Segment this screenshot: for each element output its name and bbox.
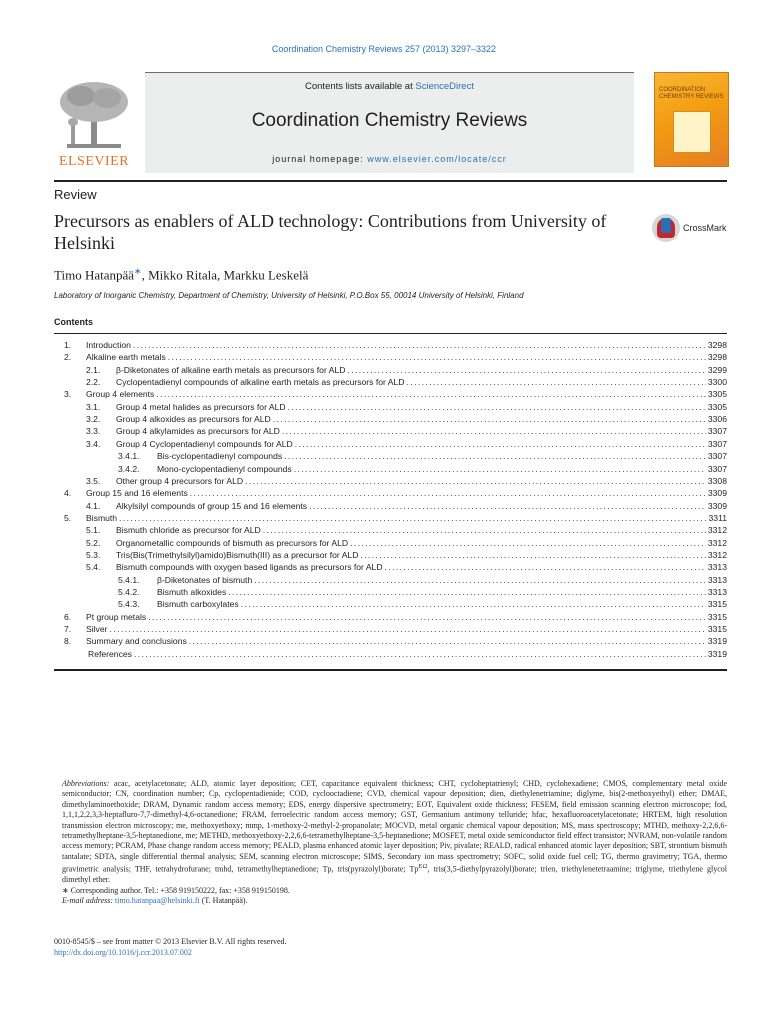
corresponding-author-note: ∗ Corresponding author. Tel.: +358 919150222, fax: +358 919150198. — [62, 885, 290, 895]
toc-entry-page: 3298 — [707, 352, 727, 363]
toc-entry[interactable] — [54, 389, 727, 401]
toc-entry-number: 3.3. — [86, 426, 101, 437]
toc-entry-title: Pt group metals — [86, 611, 147, 622]
toc-entry[interactable] — [54, 513, 727, 525]
toc-entry-title: Bis-cyclopentadienyl compounds — [157, 451, 283, 462]
toc-leader-dots — [228, 587, 706, 597]
toc-entry-title: Group 4 metal halides as precursors for ALD — [116, 401, 286, 412]
toc-entry[interactable] — [54, 488, 727, 500]
toc-entry-page: 3312 — [707, 537, 727, 548]
toc-entry-number: 5.1. — [86, 525, 101, 536]
toc-leader-dots — [189, 636, 706, 646]
homepage-prefix: journal homepage: — [272, 154, 368, 164]
toc-leader-dots — [190, 488, 706, 498]
crossmark-label: CrossMark — [683, 223, 727, 233]
footnotes — [54, 779, 727, 907]
toc-entry-page: 3319 — [707, 636, 727, 647]
toc-leader-dots — [347, 365, 705, 375]
toc-entry-page: 3305 — [707, 389, 727, 400]
elsevier-tree-icon — [57, 80, 131, 150]
toc-entry-number: 7. — [64, 624, 72, 635]
toc-entry[interactable] — [54, 562, 727, 574]
toc-entry-page: 3315 — [707, 624, 727, 635]
toc-entry-title: References — [88, 648, 132, 659]
abbreviations-label: Abbreviations: — [62, 779, 110, 788]
toc-entry-page: 3306 — [707, 414, 727, 425]
toc-entry-title: Silver — [86, 624, 108, 635]
toc-entry-number: 3.2. — [86, 414, 101, 425]
toc-entry-number: 4. — [64, 488, 72, 499]
toc-entry[interactable] — [54, 476, 727, 488]
abbreviations-text: acac, acetylacetonate; ALD, atomic layer deposition; CET, capacitance equivalent thickness; CHT, cycloheptatrienyl; CHD, cyclohexadiene; CMOS, complementary metal oxide semiconductor; CN, coordination number; Cp, cyclopentadienide; COD, cyclooctadiene; CVD, chemical vapour deposition; dien, diethylenetriamine; diglyme, bis(2-methoxyethyl) ether; DMAE, dimethylaminoethoxide; DRAM, Dynamic random access memory; EDS, energy dispersive spectrometry; EOT, Equivalent oxide thickness; FESEM, field emission scanning electron microscope; fod, 1,1,1,2,2,3,3-heptafluro-7,7-dimethyl-4,6-octanedione; FRAM, ferroelectric random access memory; GST, Germanium antimony telluride; hfac, hexafluoroacetylacetonate; HRTEM, high resolution transmission electron microscopy; me, methoxyethoxy; mmp, 1-methoxy-2-methyl-2-propanolate; MOCVD, metal organic chemical vapour deposition; MS, mass spectroscopy; MTHD, methoxy-2,2,6,6-tetramethylheptane-3,5-heptanedione, me; METHD, methoxyethoxy-2,2,6,6-tetramethylheptane-3,5-heptanedione; MOSFET, metal oxide semiconductor field effect transistor; NVRAM, non-volatile random access memory; PCRAM, Phase change random access memory; PEALD, plasma enhanced atomic layer deposition; Piv, pivalate; REALD, radical enhanced atomic layer deposition; SBT, strontium bismuth tantalate; SDTA, single differential thermal analysis; SEM, scanning electron microscope; SIMS, Secondary ion mass spectrometry; SOFC, solid oxide fuel cell; TG, thermo gravimetry; TGA, thermo gravimetric analysis; THF, tetrahydrofurane; tmhd, tetramethylheptanedione; Tp, tris(pyrazolyl)borate; Tp — [62, 779, 727, 874]
toc-entry[interactable] — [54, 538, 727, 550]
toc-leader-dots — [284, 451, 706, 461]
toc-entry-number: 3.4.1. — [118, 451, 140, 462]
toc-entry[interactable] — [54, 501, 727, 513]
cover-graphic — [673, 111, 711, 153]
toc-entry-title: Mono-cyclopentadienyl compounds — [157, 463, 292, 474]
toc-entry[interactable] — [54, 426, 727, 438]
toc-entry[interactable] — [54, 599, 727, 611]
toc-leader-dots — [119, 513, 706, 523]
toc-entry-title: Alkaline earth metals — [86, 352, 166, 363]
author-rest: , Mikko Ritala, Markku Leskelä — [141, 267, 309, 283]
toc-entry-page: 3298 — [707, 340, 727, 350]
toc-entry-title: Introduction — [86, 340, 131, 350]
toc-leader-dots — [263, 525, 706, 535]
toc-leader-dots — [273, 414, 706, 424]
journal-banner — [145, 72, 634, 173]
toc-entry-page: 3311 — [708, 512, 727, 523]
toc-leader-dots — [134, 649, 706, 659]
toc-entry-title: Summary and conclusions — [86, 636, 187, 647]
toc-entry-page: 3315 — [707, 611, 727, 622]
toc-entry[interactable] — [54, 550, 727, 562]
toc-entry-page: 3308 — [707, 475, 727, 486]
toc-leader-dots — [110, 624, 706, 634]
toc-leader-dots — [360, 550, 705, 560]
toc-leader-dots — [294, 464, 706, 474]
toc-entry-page: 3313 — [707, 562, 727, 573]
toc-entry-page: 3309 — [707, 500, 727, 511]
contents-heading: Contents — [54, 317, 93, 327]
header-divider — [54, 180, 727, 182]
toc-entry-number: 1. — [64, 340, 72, 350]
toc-entry-title: Organometallic compounds of bismuth as precursors for ALD — [116, 537, 349, 548]
journal-cover-image[interactable] — [654, 72, 729, 167]
toc-entry[interactable] — [54, 377, 727, 389]
toc-entry[interactable] — [54, 649, 727, 661]
toc-entry[interactable] — [54, 414, 727, 426]
toc-entry-page: 3312 — [707, 525, 727, 536]
toc-entry-page: 3309 — [707, 488, 727, 499]
toc-entry-number: 4.1. — [86, 500, 101, 511]
toc-entry-number: 2.2. — [86, 377, 101, 388]
toc-entry-title: Group 4 alkoxides as precursors for ALD — [116, 414, 271, 425]
toc-entry[interactable] — [54, 587, 727, 599]
toc-leader-dots — [282, 426, 706, 436]
toc-leader-dots — [309, 501, 706, 511]
author-list — [54, 266, 308, 283]
toc-leader-dots — [254, 575, 706, 585]
copyright-notice: 0010-8545/$ – see front matter © 2013 Elsevier B.V. All rights reserved. — [54, 937, 287, 946]
toc-entry[interactable] — [54, 612, 727, 624]
toc-entry-title: Group 15 and 16 elements — [86, 488, 188, 499]
toc-entry-title: Group 4 alkylamides as precursors for ALD — [116, 426, 280, 437]
toc-leader-dots — [168, 352, 706, 362]
journal-homepage — [145, 154, 634, 164]
toc-entry-number: 2. — [64, 352, 72, 363]
toc-entry[interactable] — [54, 636, 727, 648]
toc-entry-title: Bismuth alkoxides — [157, 587, 227, 597]
doi-link[interactable]: http://dx.doi.org/10.1016/j.ccr.2013.07.002 — [54, 948, 192, 957]
toc-entry[interactable] — [54, 464, 727, 476]
cover-title: COORDINATION CHEMISTRY REVIEWS — [659, 87, 724, 100]
email-label: E-mail address: — [62, 896, 114, 906]
toc-entry-number: 3. — [64, 389, 72, 400]
toc-entry-title: Tris(Bis(Trimethylsilyl)amido)Bismuth(III) as a precursor for ALD — [116, 549, 359, 560]
journal-citation-link[interactable]: Coordination Chemistry Reviews 257 (2013) 3297–3322 — [271, 44, 497, 54]
toc-leader-dots — [288, 402, 706, 412]
toc-entry-page: 3299 — [707, 364, 727, 375]
toc-entry[interactable] — [54, 439, 727, 451]
toc-entry[interactable] — [54, 340, 727, 352]
toc-leader-dots — [385, 562, 706, 572]
toc-entry-number: 3.4.2. — [118, 463, 140, 474]
toc-entry-title: β-Diketonates of bismuth — [157, 574, 253, 585]
toc-entry-number: 5.4. — [86, 562, 101, 573]
contents-bottom-divider — [54, 669, 727, 671]
toc-leader-dots — [148, 612, 706, 622]
toc-entry-number: 5. — [64, 512, 72, 523]
toc-leader-dots — [407, 377, 706, 387]
toc-entry[interactable] — [54, 402, 727, 414]
toc-entry-page: 3305 — [707, 401, 727, 412]
toc-entry-number: 5.3. — [86, 549, 101, 560]
contents-top-divider — [54, 333, 727, 334]
contents-prefix: Contents lists available at — [305, 81, 416, 92]
toc-entry[interactable] — [54, 624, 727, 636]
toc-leader-dots — [245, 476, 706, 486]
toc-entry-number: 3.4. — [86, 438, 101, 449]
toc-entry-number: 5.4.2. — [118, 587, 140, 597]
toc-entry-title: Cyclopentadienyl compounds of alkaline earth metals as precursors for ALD — [116, 377, 405, 388]
toc-leader-dots — [295, 439, 706, 449]
toc-entry-page: 3319 — [707, 648, 727, 659]
toc-entry-title: β-Diketonates of alkaline earth metals as precursors for ALD — [116, 364, 346, 375]
elsevier-wordmark: ELSEVIER — [58, 154, 130, 169]
toc-entry-number: 2.1. — [86, 364, 101, 375]
contents-available-text — [145, 81, 634, 92]
toc-entry-number: 3.5. — [86, 475, 101, 486]
toc-entry[interactable] — [54, 451, 727, 463]
toc-entry-page: 3307 — [707, 438, 727, 449]
toc-entry-number: 8. — [64, 636, 72, 647]
email-suffix: (T. Hatanpää). — [199, 896, 248, 906]
crossmark-icon — [652, 214, 680, 242]
toc-entry-page: 3300 — [707, 377, 727, 388]
toc-entry-title: Bismuth chloride as precursor for ALD — [116, 525, 261, 536]
affiliation: Laboratory of Inorganic Chemistry, Department of Chemistry, University of Helsinki, P.O.Box 55, 00014 University of Helsinki, Finland — [54, 291, 524, 300]
toc-leader-dots — [241, 599, 706, 609]
toc-leader-dots — [156, 389, 706, 399]
masthead — [54, 72, 727, 174]
homepage-link[interactable]: www.elsevier.com/locate/ccr — [367, 154, 507, 164]
toc-entry[interactable] — [54, 525, 727, 537]
elsevier-logo — [54, 80, 134, 172]
toc-leader-dots — [133, 340, 706, 350]
abbreviations — [54, 779, 727, 886]
toc-entry-title: Group 4 elements — [86, 389, 155, 400]
toc-leader-dots — [350, 538, 706, 548]
toc-entry-page: 3315 — [707, 599, 727, 610]
toc-entry-page: 3307 — [707, 463, 727, 474]
toc-entry-number: 3.1. — [86, 401, 101, 412]
toc-entry-page: 3313 — [707, 587, 727, 597]
toc-entry-page: 3312 — [707, 549, 727, 560]
toc-entry-title: Bismuth — [86, 512, 118, 523]
abbreviations-end: , tris(3,5-diethylpyrazolyl)borate; trien, triethylenetetraamine; triglyme, triethylene glycol dimethyl ether. — [62, 864, 727, 885]
corresponding-author-link[interactable]: ∗ — [134, 266, 142, 276]
toc-entry-title: Bismuth carboxylates — [157, 599, 239, 610]
article-title: Precursors as enablers of ALD technology: Contributions from University of Helsinki — [54, 211, 607, 253]
tp-superscript: Et2 — [418, 863, 428, 871]
toc-entry-number: 5.4.1. — [118, 574, 140, 585]
toc-entry-number: 5.4.3. — [118, 599, 140, 610]
email-note — [54, 896, 727, 906]
toc-entry-page: 3307 — [707, 426, 727, 437]
toc-entry[interactable] — [54, 352, 727, 364]
toc-entry[interactable] — [54, 365, 727, 377]
toc-entry-page: 3307 — [707, 451, 727, 462]
toc-entry-title: Other group 4 precursors for ALD — [116, 475, 244, 486]
article-type: Review — [54, 187, 97, 202]
toc-entry-page: 3313 — [707, 574, 727, 585]
toc-entry-number: 6. — [64, 611, 72, 622]
email-link[interactable]: timo.hatanpaa@helsinki.fi — [115, 896, 200, 906]
toc-entry-number: 5.2. — [86, 537, 101, 548]
journal-title: Coordination Chemistry Reviews — [251, 110, 528, 131]
toc-entry-title: Alkylsilyl compounds of group 15 and 16 elements — [116, 500, 308, 511]
toc-entry[interactable] — [54, 575, 727, 587]
author-first: Timo Hatanpää — [54, 267, 135, 283]
sciencedirect-link[interactable]: ScienceDirect — [415, 81, 474, 92]
toc-entry-title: Group 4 Cyclopentadienyl compounds for ALD — [116, 438, 293, 449]
crossmark-button[interactable] — [652, 214, 732, 244]
toc-entry-title: Bismuth compounds with oxygen based ligands as precursors for ALD — [116, 562, 383, 573]
